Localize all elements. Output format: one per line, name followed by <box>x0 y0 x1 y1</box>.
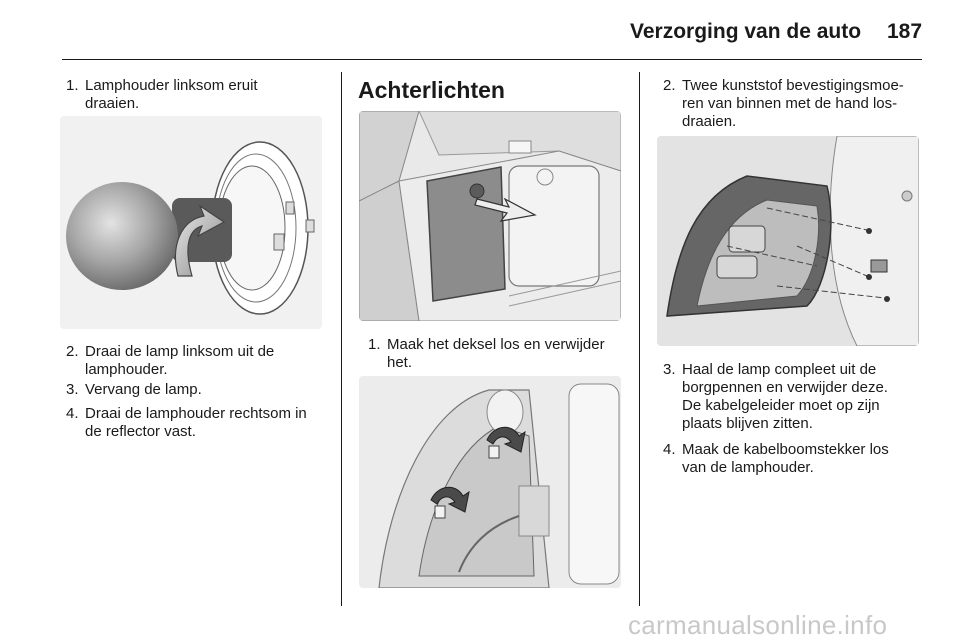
step-number: 2. <box>663 77 676 94</box>
figure-lamp-removal <box>657 136 919 346</box>
bulb-holder-illustration <box>60 116 322 329</box>
step-text-line: Haal de lamp compleet uit de <box>682 361 877 378</box>
step-text-line: van de lamphouder. <box>682 459 814 476</box>
page-number: 187 <box>887 20 923 43</box>
watermark: carmanualsonline.info <box>628 610 888 640</box>
figure-trunk-cover <box>359 111 621 321</box>
step-text-line: borgpennen en verwijder deze. <box>682 379 888 396</box>
step-text-line: ren van binnen met de hand los- <box>682 95 898 112</box>
step-number: 2. <box>66 343 79 360</box>
step-text-line: het. <box>387 354 413 371</box>
step-number: 3. <box>66 381 79 398</box>
step-text-line: De kabelgeleider moet op zijn <box>682 397 880 414</box>
step-text-line: Maak het deksel los en verwijder <box>387 336 605 353</box>
step-text-line: de reflector vast. <box>85 423 196 440</box>
step-text-line: Draai de lamphouder rechtsom in <box>85 405 307 422</box>
step-text-line: lamphouder. <box>85 361 168 378</box>
section-title: Achterlichten <box>358 77 505 103</box>
step-text-line: Draai de lamp linksom uit de <box>85 343 275 360</box>
step-text-line: plaats blijven zitten. <box>682 415 813 432</box>
step-text-line: Twee kunststof bevestigingsmoe- <box>682 77 904 94</box>
step-number: 1. <box>368 336 381 353</box>
column-divider-left <box>341 72 342 606</box>
step-text-line: draaien. <box>85 95 140 112</box>
step-text-line: Maak de kabelboomstekker los <box>682 441 889 458</box>
header-divider <box>62 59 922 60</box>
trunk-cover-illustration <box>359 111 621 321</box>
figure-bulb-holder <box>60 116 322 329</box>
step-text-line: draaien. <box>682 113 737 130</box>
step-number: 4. <box>663 441 676 458</box>
lamp-removal-illustration <box>657 136 919 346</box>
column-divider-right <box>639 72 640 606</box>
tail-lamp-nuts-illustration <box>359 376 621 588</box>
step-text-line: Lamphouder linksom eruit <box>85 77 258 94</box>
step-text-line: Vervang de lamp. <box>85 381 202 398</box>
step-number: 3. <box>663 361 676 378</box>
step-number: 4. <box>66 405 79 422</box>
page-header-title: Verzorging van de auto <box>630 20 862 43</box>
figure-tail-lamp-nuts <box>359 376 621 588</box>
step-number: 1. <box>66 77 79 94</box>
